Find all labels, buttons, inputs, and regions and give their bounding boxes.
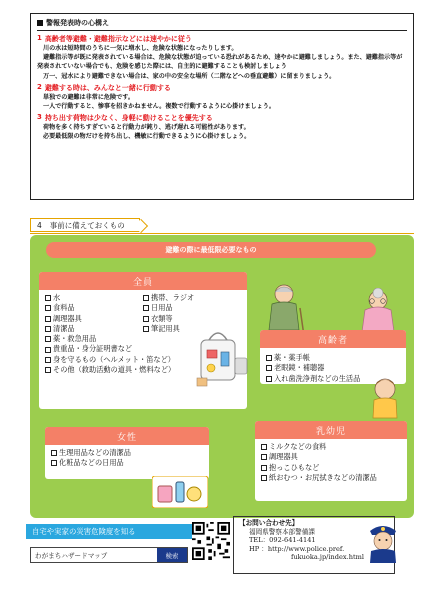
qr-code[interactable]: [192, 522, 230, 560]
checkbox-icon: [45, 336, 51, 342]
checklist-item: [51, 448, 203, 458]
hazard-map-search-text[interactable]: わがまちハザードマップ: [35, 552, 108, 560]
checklist-label: ミルクなどの食料: [269, 442, 327, 451]
section-4-header: [30, 218, 140, 232]
checklist-item: [266, 353, 360, 363]
elderly-list: [260, 350, 366, 384]
checklist-item: [51, 458, 203, 468]
checklist-label: 調理器具: [269, 452, 298, 462]
checklist-label: 薬・救急用品: [53, 334, 97, 344]
checklist-label: 調理器具: [53, 313, 82, 323]
checklist-label: その他（救助活動の道具・燃料など）: [53, 365, 176, 375]
checkbox-icon: [261, 454, 267, 460]
checklist-label: 入れ歯洗浄剤などの生活品: [274, 373, 361, 383]
checklist-label: 抱っこひもなど: [269, 462, 320, 472]
checkbox-icon: [45, 295, 51, 301]
infants-list: [255, 439, 407, 486]
warning-heading-2: [37, 83, 407, 93]
checkbox-icon: [143, 326, 149, 332]
warning-item-2: [37, 83, 407, 111]
warning-paragraph: 必要最低限の物だけを持ち出し、機敏に行動できるように心掛けましょう。: [43, 133, 251, 141]
checklist-label: 水: [53, 293, 61, 302]
square-bullet-icon: [37, 20, 43, 26]
warning-paragraph: 避難指示等が既に発表されている場合は、危険な状態が迫っている恐れがあるため、速やかに避難しましょう。また、避難指示等が発表されていない場合でも、危険を感じた際には、自主的に避難することも検討しましょう: [37, 54, 403, 71]
checklist-item: [261, 463, 401, 473]
warning-paragraph: 単独での避難は非常に危険です。: [43, 93, 134, 101]
checklist-label: 紙おむつ・お尻拭きなどの清潔品: [269, 472, 377, 482]
checklist-item: [266, 363, 360, 373]
checkbox-icon: [266, 365, 272, 371]
hazard-map-banner: 自宅や実家の災害危険度を知る: [26, 524, 194, 539]
warning-item-1: [37, 34, 407, 81]
warning-title: [37, 18, 407, 28]
checkbox-icon: [261, 465, 267, 471]
checklist-label: 衣類等: [151, 313, 173, 323]
emergency-bag-illustration: [195, 322, 253, 390]
checklist-label: 筆記用具: [151, 323, 180, 333]
divider: [37, 30, 407, 31]
warning-title-text: 警報発表時の心構え: [46, 19, 109, 27]
divider: [30, 233, 414, 234]
section-4-title: 事前に備えておくもの: [49, 220, 125, 230]
elderly-woman-illustration: [356, 288, 400, 334]
warning-heading-text-1: 高齢者等避難・避難指示などには速やかに従う: [44, 35, 192, 43]
contact-title: 【お問い合わせ先】: [239, 519, 299, 527]
checklist-label: 生理用品などの清潔品: [59, 448, 131, 457]
checkbox-icon: [266, 355, 272, 361]
warning-num-2: 2: [37, 82, 42, 91]
warning-heading-1: [37, 34, 407, 44]
warning-heading-3: [37, 113, 407, 123]
checkbox-icon: [266, 376, 272, 382]
warning-paragraph: 川の水は短時間のうちに一気に増水し、危険な状態になったりします。: [43, 45, 238, 52]
search-button[interactable]: 検索: [157, 548, 187, 562]
checklist-item: [143, 293, 241, 303]
checkbox-icon: [143, 305, 149, 311]
checklist-item: [45, 293, 143, 303]
warning-paragraph: 一人で行動すると、惨事を招きかねません。複数で行動するように心掛けましょう。: [43, 103, 275, 111]
checkbox-icon: [45, 357, 51, 363]
checklist-label: 身を守るもの（ヘルメット・笛など）: [53, 354, 175, 364]
checkbox-icon: [143, 316, 149, 322]
checklist-label: 貴重品・身分証明書など: [53, 344, 133, 354]
warning-paragraph: 荷物を多く持ちすぎていると行動力が鈍り、逃げ遅れる可能性があります。: [43, 124, 250, 132]
women-title: 女性: [45, 427, 209, 445]
checkbox-icon: [45, 347, 51, 353]
contact-organization: 福岡県警察本部警備課: [249, 527, 315, 536]
checkbox-icon: [45, 326, 51, 332]
checkbox-icon: [51, 460, 57, 466]
checkbox-icon: [45, 316, 51, 322]
checklist-label: 薬・薬手帳: [274, 353, 310, 362]
checklist-item: [143, 303, 241, 313]
checklist-label: 食料品: [53, 303, 75, 313]
checkbox-icon: [261, 444, 267, 450]
checklist-item: [266, 374, 360, 384]
hazard-map-search[interactable]: [30, 547, 188, 563]
child-illustration: [364, 376, 406, 420]
warning-paragraph: 万一、冠水により避難できない場合は、家の中の安全な場所（二階などへの垂直避難）に留まりましょう。: [43, 72, 336, 80]
checklist-label: 携帯、ラジオ: [151, 293, 195, 302]
warning-heading-text-2: 避難する時は、みんなと一緒に行動する: [44, 83, 171, 92]
preparation-banner: 避難の際に最低限必要なもの: [46, 242, 376, 258]
infants-title: 乳幼児: [255, 421, 407, 439]
checklist-item: [45, 314, 143, 324]
toiletries-illustration: [152, 476, 208, 508]
contact-homepage[interactable]: HP ：http://www.police.pref.: [249, 544, 345, 553]
contact-phone: TEL：092-641-4141: [249, 536, 316, 545]
checkbox-icon: [45, 305, 51, 311]
checkbox-icon: [143, 295, 149, 301]
checklist-item: [261, 442, 401, 452]
women-list: [45, 445, 209, 472]
warning-heading-text-3: 持ち出す荷物は少なく、身軽に動けることを優先する: [44, 114, 213, 123]
everyone-title: 全員: [39, 272, 247, 290]
checklist-item: [261, 452, 401, 462]
checklist-label: 老眼鏡・補聴器: [274, 363, 325, 373]
warning-num-3: 3: [37, 113, 42, 122]
checklist-label: 日用品: [151, 303, 173, 313]
police-mascot-illustration: [366, 521, 400, 563]
checklist-item: [45, 303, 143, 313]
warning-num-1: 1: [37, 34, 42, 42]
warning-item-3: [37, 113, 407, 141]
checkbox-icon: [261, 475, 267, 481]
warning-box: [30, 13, 414, 200]
checklist-label: 化粧品などの日用品: [59, 458, 124, 468]
contact-homepage-continued[interactable]: fukuoka.jp/index.html: [291, 553, 364, 562]
checklist-item: [45, 324, 143, 334]
checkbox-icon: [51, 450, 57, 456]
everyone-column-1: [45, 293, 143, 334]
checkbox-icon: [45, 367, 51, 373]
elderly-title: 高齢者: [260, 330, 406, 348]
checklist-label: 清潔品: [53, 323, 75, 333]
section-4-number: 4: [37, 220, 42, 230]
checklist-item: [261, 473, 401, 483]
women-box: [45, 427, 209, 479]
infants-box: [255, 421, 407, 501]
